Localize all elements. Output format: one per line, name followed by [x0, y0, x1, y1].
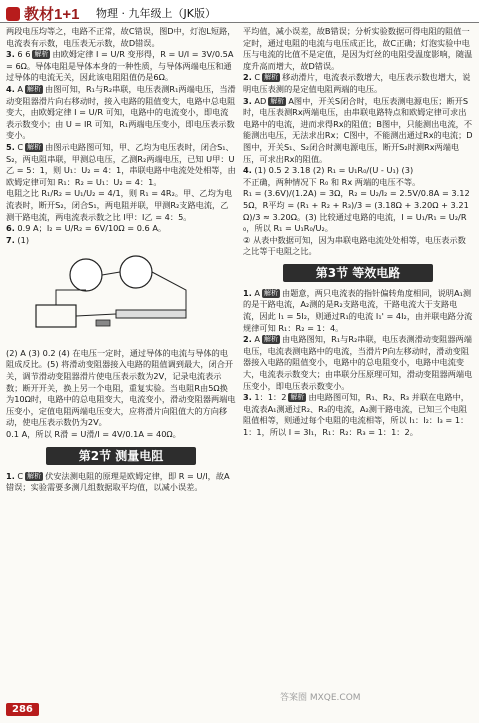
left-column — [6, 26, 236, 698]
answer-item — [243, 334, 473, 392]
answer-item — [6, 142, 236, 188]
item-answer: A — [17, 83, 24, 94]
wire — [102, 272, 120, 275]
item-answer: 0.9 A；I₂ = U/R₂ = 6V/10Ω = 0.6 A。 — [17, 223, 167, 234]
answer-item — [6, 84, 236, 142]
answer-text: ② 从表中数据可知，因为串联电路电流处处相等，电压表示数之比等于电阻之比。 — [243, 234, 466, 257]
rheostat-icon — [116, 310, 186, 318]
item-number: 3. — [243, 392, 252, 403]
answer-text: 电阻之比 R₁/R₂ = U₁/U₂ = 4/1，则 R₁ = 4R₂。甲、乙均为电流表时，断开S₂，闭合S₁，两电阻并联，甲测R₂支路电流，乙测干路电流，两电流表示数之比 I甲：I乙 = 4：5。 — [6, 188, 233, 222]
item-number: 1. — [6, 470, 15, 481]
item-answer: AD — [254, 95, 267, 106]
item-analysis: 由图示电路图可知，甲、乙均为电压表时，闭合S₁、S₂，两电阻串联，甲测总电压，乙测R₂两端电压，已知 U甲：U乙 = 5：1，则 U₁：U₂ = 4：1，串联电路中电流处处相等，由欧姆定律可知 R₁：R₂ = U₁：U₂ = 4：1。 — [6, 141, 236, 187]
item-analysis: 伏安法测电阻的原理是欧姆定律，即 R = U/I，故A错误；实验需要多测几组数据取平均值，以减小误差。 — [6, 470, 230, 493]
subject-label: 物理 · 九年级上（JK版） — [96, 7, 216, 20]
answer-item — [243, 72, 473, 95]
answer-text: R₁ = (3.6V)/(1.2A) = 3Ω，R₂ = U₂/I₂ = 2.5V/0.8A = 3.125Ω，R平均 = (R₁ + R₂ + R₃)/3 = (3.18Ω + 3.20Ω + 3.21Ω)/3 ≈ 3.20Ω。(3) 比较通过电路的电流，I = U₁/R₁ = U₂/R₀，所以 R₁ = U₁R₀/U₂。 — [243, 188, 470, 234]
analysis-tag: 解析 — [264, 73, 279, 82]
item-analysis: A图中，开关S闭合时，电压表测电源电压；断开S时，电压表测Rx两端电压，由串联电路特点和欧姆定律可求出电路中的电流，进而求得Rx的阻值；B图中，只能测出电流，不能测出电压，无法求出Rx；C图中，不能测出通过Rx的电流；D图中，开关S₁、S₂闭合时测电源电压，断开S₂时测Rx两端电压，可求出Rx的阻值。 — [243, 95, 473, 164]
answer-text: 两段电压均等之，电路不正常，故C错误，图D中，灯泡L短路，电流表有示数，电压表无示数，故D错误。 — [6, 26, 236, 48]
section-banner: 第3节 等效电路 — [283, 264, 433, 282]
right-column — [243, 26, 473, 706]
voltmeter-icon — [120, 256, 152, 288]
analysis-tag: 解析 — [264, 335, 279, 344]
answer-item — [6, 49, 236, 84]
item-number: 6. — [6, 223, 15, 234]
watermark: 答案圈 MXQE.COM — [280, 693, 361, 703]
circuit-diagram — [16, 250, 216, 340]
answer-text: (2) A (3) 0.2 (4) 在电压一定时，通过导体的电流与导体的电阻成反比。(5) 将滑动变阻器接入电路的阻值调到最大，闭合开关，调节滑动变阻器滑片使电压表示数为2V，记录电流表示数；断开开关，换上另一个电阻，重复实验。当电阻R由5Ω换为10Ω时，电路中的总电阻变大，电流变小，滑动变阻器两端电压变小，定值电阻两端电压变大，应将滑片向阻值大的方向移动，使电压表示数仍为2V。 — [6, 347, 236, 428]
item-number: 2. — [243, 72, 252, 83]
ammeter-icon — [70, 259, 102, 291]
battery-box — [36, 305, 76, 327]
page-number: 286 — [6, 703, 39, 716]
wire — [152, 272, 186, 310]
analysis-tag: 解析 — [34, 50, 49, 59]
item-answer: 1：1：2 — [254, 392, 287, 403]
item-number: 3. — [6, 49, 15, 60]
analysis-tag: 解析 — [264, 288, 279, 297]
item-analysis: 由题意，两只电流表的指针偏转角度相同，说明A₁测的是干路电流，A₂测的是R₂支路电流，干路电流大于支路电流，因此 I₁ = 5I₂，则通过R₁的电流 I₁' = 4I₂，由并联电路分流规律可知 R₁：R₂ = 1：4。 — [243, 287, 473, 333]
answer-text: 0.1 A，所以 R滑 = U滑/I = 4V/0.1A = 40Ω。 — [6, 429, 181, 440]
analysis-tag: 解析 — [290, 393, 305, 402]
analysis-tag: 解析 — [27, 471, 42, 480]
answer-item — [243, 288, 473, 334]
item-number: 1. — [243, 287, 252, 298]
item-answer: C — [17, 141, 24, 152]
answer-item — [243, 392, 473, 438]
item-answer: C — [17, 470, 24, 481]
wire — [76, 314, 116, 316]
item-number: 2. — [243, 334, 252, 345]
section-banner: 第2节 测量电阻 — [46, 447, 196, 465]
book-icon — [6, 7, 20, 21]
item-answer: C — [254, 72, 261, 83]
analysis-tag: 解析 — [270, 96, 285, 105]
answer-text: 不正确，两种情况下 R₀ 和 Rx 两端的电压不等。 — [243, 176, 421, 187]
brand-text: 教材1+1 — [24, 6, 80, 23]
item-answer: (1) — [17, 234, 30, 245]
item-number: 4. — [243, 165, 252, 176]
item-answer: 6 6 — [17, 49, 31, 60]
item-analysis: 由图可知，R₁与R₂串联，电压表测R₁两端电压，当滑动变阻器滑片向右移动时，接入电路的阻值变大，电路中总电阻变大，由欧姆定律 I = U/R 可知，电路中的电流变小，即电流表示数变小；由 U = IR 可知，R₁两端电压变小，即电压表示数变小。 — [6, 83, 236, 141]
item-number: 5. — [6, 141, 15, 152]
page-header — [0, 0, 479, 23]
answer-text: 平均值，减小误差，故B错误；分析实验数据可得电阻的阻值一定时，通过电阻的电流与电压成正比，故C正确；灯泡实验中电压与电流的比值不是定值，是因为灯丝的电阻受温度影响，随温度升高而增大，故D错误。 — [243, 26, 473, 71]
analysis-tag: 解析 — [27, 84, 42, 93]
item-number: 7. — [6, 234, 15, 245]
item-answer: (1) 0.5 2 3.18 (2) R₁ = U₁R₀/(U - U₁) (3) — [254, 165, 414, 176]
answer-item — [6, 223, 236, 235]
resistor-icon — [96, 320, 110, 326]
item-analysis: 由电路图知，R₁与R₂串联，电压表测滑动变阻器两端电压，电流表测电路中的电流，当滑片P向左移动时，滑动变阻器接入电路的阻值变小，电路中的总电阻变小，电路中电流变大，电流表示数变大；由串联分压原理可知，滑动变阻器两端电压变小，即电压表示数变小。 — [243, 334, 473, 391]
item-analysis: 移动滑片，电流表示数增大，电压表示数也增大，说明电压表测的是定值电阻两端的电压。 — [243, 72, 471, 94]
brand-logo — [6, 3, 79, 24]
analysis-tag: 解析 — [27, 142, 42, 151]
item-answer: A — [254, 334, 261, 345]
item-analysis: 由电路图可知，R₁、R₂、R₃ 并联在电路中，电流表A₁测通过R₂、R₃的电流，A₂测干路电流，已知三个电阻阻值相等，则通过每个电阻的电流相等，所以 I₁：I₂：I₃ = 1：1：1，所以 I = 3I₁，R₁：R₂：R₃ = 1：1：2。 — [243, 392, 469, 437]
wire — [56, 290, 86, 305]
answer-item — [6, 471, 236, 494]
item-number: 3. — [243, 95, 252, 106]
answer-item — [6, 235, 236, 247]
item-number: 4. — [6, 83, 15, 94]
item-analysis: 由欧姆定律 I = U/R 变形得，R = U/I = 3V/0.5A = 6Ω。导体电阻是导体本身的一种性质，与导体两端电压和通过导体的电流无关，因此该电阻阻值仍是6Ω。 — [6, 49, 234, 83]
item-answer: A — [254, 287, 261, 298]
answer-item — [243, 165, 473, 177]
answer-item — [243, 96, 473, 166]
